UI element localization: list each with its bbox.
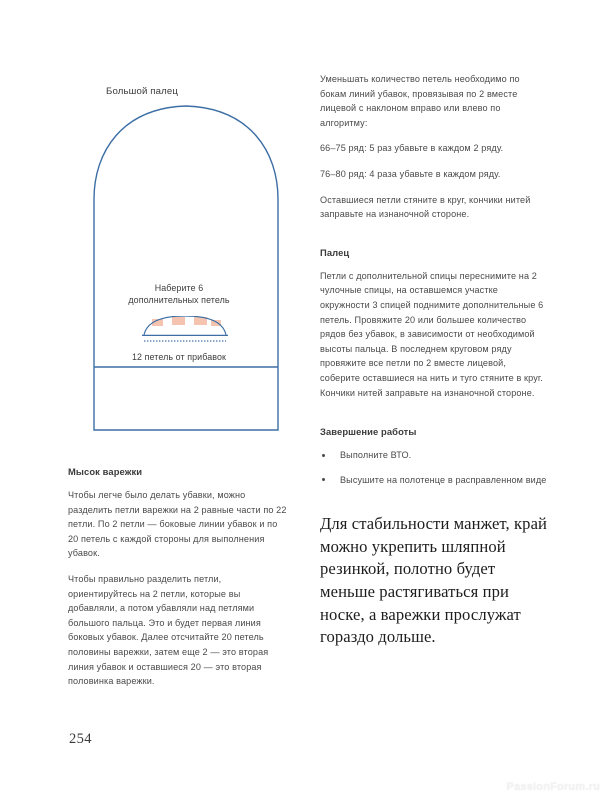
mitten-outline-shape — [92, 104, 280, 434]
callout-tip: Для стабильности манжет, край можно укрепить шляпной резинкой, полотно будет меньше растягиваться при носке, а варежки прослужат гораздо дольше. — [320, 514, 548, 647]
diagram-label-cast-on-line2: дополнительных петель — [128, 295, 230, 306]
left-column — [68, 465, 290, 700]
diagram-title: Большой палец — [106, 86, 178, 97]
diagram-label-cast-on — [84, 282, 274, 307]
paragraph-decrease-intro: Уменьшать количество петель необходимо по бокам линий убавок, провязывая по 2 вместе лицевой с наклоном вправо или влево по алгоритму: — [320, 74, 520, 128]
right-column — [320, 72, 548, 649]
paragraph-toe-2: Чтобы правильно разделить петли, ориентируйтесь на 2 петли, которые вы добавляли, а потом убавляли над петлями большого пальца. Это и будет первая линия боковых убавок. Далее отсчитайте 20 петель половины варежки, затем еще 2 — это вторая линия убавок и оставшиеся 20 — это вторая половинка варежки. — [68, 573, 269, 687]
paragraph-finger: Петли с дополнительной спицы переснимите на 2 чулочные спицы, на оставшемся участке окружности 3 спицей поднимите дополнительные 6 петель. Провяжите 20 или большее количество рядов без убавок, в зависимости от необходимой высоты пальца. В последнем круговом ряду провяжите все петли по 2 вместе лицевой, соберите оставшиеся на нить и туго стяните в круг. Кончики нитей заправьте на изнаночной стороне. — [320, 270, 544, 398]
paragraph-decrease-closing: Оставшиеся петли стяните в круг, кончики нитей заправьте на изнаночной стороне. — [320, 194, 531, 220]
cast-on-dome-motif — [139, 316, 231, 346]
row-rule-1: 66–75 ряд: 5 раз убавьте в каждом 2 ряду. — [320, 143, 504, 154]
finishing-bullet-list — [320, 448, 548, 487]
bullet-dot-icon — [322, 454, 325, 457]
paragraph-toe-1: Чтобы легче было делать убавки, можно разделить петли варежки на 2 равные части по 22 петли. По 2 петли — боковые линии убавок и по 20 петель с каждой стороны для выполнения убавок. — [68, 490, 287, 559]
heading-mitten-toe: Мысок варежки — [68, 466, 143, 477]
list-item — [320, 473, 548, 488]
stitch-block — [172, 317, 185, 325]
diagram-label-cast-on-line1: Наберите 6 — [154, 283, 204, 293]
diagram-label-stitch-count: 12 петель от прибавок — [132, 352, 226, 362]
mitten-path — [94, 106, 278, 430]
stitch-block — [211, 320, 221, 326]
list-item-label: Выполните ВТО. — [340, 450, 412, 461]
list-item-label: Высушите на полотенце в расправленном виде — [340, 474, 547, 485]
row-rule-2: 76–80 ряд: 4 раза убавьте в каждом ряду. — [320, 168, 501, 179]
thumb-diagram — [68, 86, 290, 436]
heading-finger: Палец — [320, 246, 350, 258]
heading-finishing: Завершение работы — [320, 426, 417, 438]
site-watermark: PassionForum.ru — [506, 781, 600, 793]
list-item — [320, 448, 548, 463]
bullet-dot-icon — [322, 478, 325, 481]
page-number: 254 — [69, 731, 92, 747]
